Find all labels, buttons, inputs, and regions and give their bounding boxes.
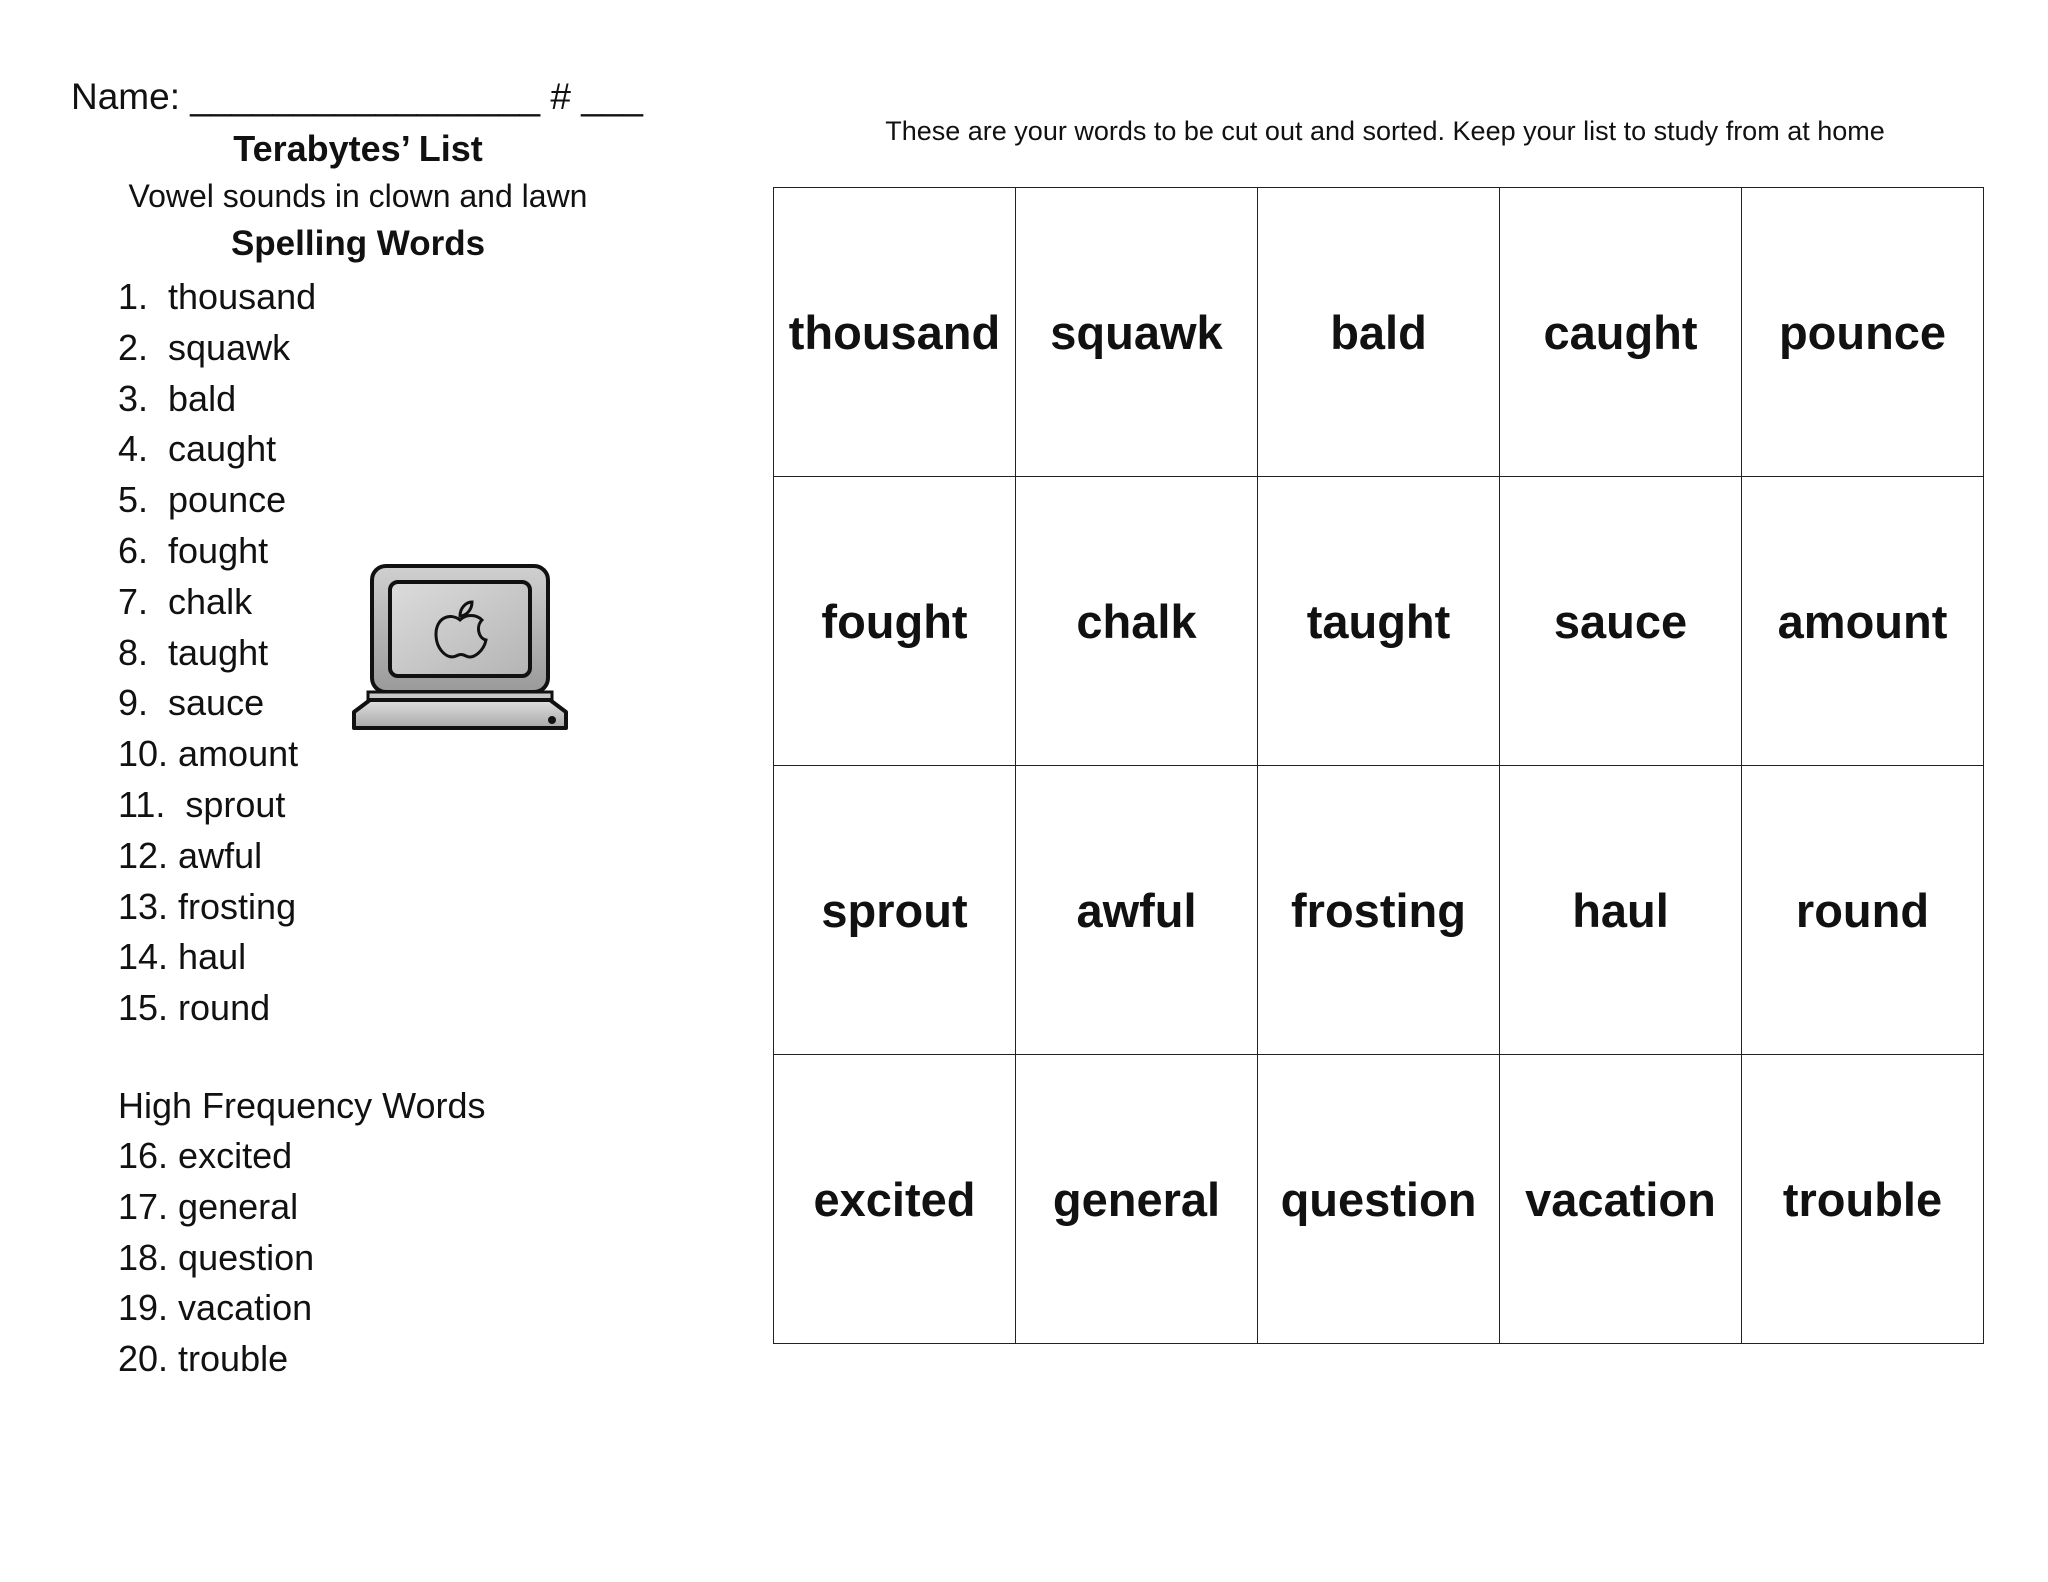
spelling-words-heading: Spelling Words xyxy=(230,224,486,263)
word-card: caught xyxy=(1500,188,1742,477)
word-card: amount xyxy=(1742,477,1984,766)
list-item: 9. sauce xyxy=(118,682,265,724)
list-item: 14. haul xyxy=(118,936,247,978)
word-card: trouble xyxy=(1742,1055,1984,1344)
word-card: frosting xyxy=(1258,766,1500,1055)
high-frequency-heading: High Frequency Words xyxy=(118,1085,486,1126)
word-card: general xyxy=(1016,1055,1258,1344)
word-card: round xyxy=(1742,766,1984,1055)
word-card: sauce xyxy=(1500,477,1742,766)
list-item: 5. pounce xyxy=(118,479,287,521)
name-line: Name: _________________ # ___ xyxy=(71,76,643,117)
list-item: 17. general xyxy=(118,1185,299,1227)
word-card: question xyxy=(1258,1055,1500,1344)
list-item: 20. trouble xyxy=(118,1338,289,1380)
table-row xyxy=(774,1055,1984,1344)
word-card: excited xyxy=(774,1055,1016,1344)
list-item: 7. chalk xyxy=(118,580,253,622)
list-item: 8. taught xyxy=(118,631,269,673)
list-item: 6. fought xyxy=(118,529,269,571)
list-item: 1. thousand xyxy=(118,276,317,317)
spelling-word-list xyxy=(118,272,316,1034)
list-item: 16. excited xyxy=(118,1135,293,1176)
high-frequency-word-list xyxy=(118,1131,314,1385)
table-row xyxy=(774,477,1984,766)
table-row xyxy=(774,188,1984,477)
word-card: awful xyxy=(1016,766,1258,1055)
table-row xyxy=(774,766,1984,1055)
list-item: 15. round xyxy=(118,987,271,1029)
laptop-icon xyxy=(350,560,570,738)
word-card: vacation xyxy=(1500,1055,1742,1344)
word-card: pounce xyxy=(1742,188,1984,477)
list-item: 2. squawk xyxy=(118,326,291,368)
word-card: thousand xyxy=(774,188,1016,477)
instructions: These are your words to be cut out and sorted. Keep your list to study from at home xyxy=(885,116,1885,146)
list-item: 11. sprout xyxy=(118,783,286,825)
word-card: chalk xyxy=(1016,477,1258,766)
list-item: 19. vacation xyxy=(118,1287,313,1329)
word-card: sprout xyxy=(774,766,1016,1055)
word-card: bald xyxy=(1258,188,1500,477)
word-card: fought xyxy=(774,477,1016,766)
word-card: haul xyxy=(1500,766,1742,1055)
list-item: 4. caught xyxy=(118,428,277,470)
list-item: 13. frosting xyxy=(118,885,297,927)
list-item: 12. awful xyxy=(118,834,263,876)
list-subtitle: Vowel sounds in clown and lawn xyxy=(128,178,588,214)
list-title: Terabytes’ List xyxy=(233,128,483,169)
word-card: squawk xyxy=(1016,188,1258,477)
list-item: 3. bald xyxy=(118,377,237,419)
list-item: 18. question xyxy=(118,1236,315,1278)
list-item: 10. amount xyxy=(118,733,299,775)
word-card: taught xyxy=(1258,477,1500,766)
word-card-grid xyxy=(773,187,1984,1344)
